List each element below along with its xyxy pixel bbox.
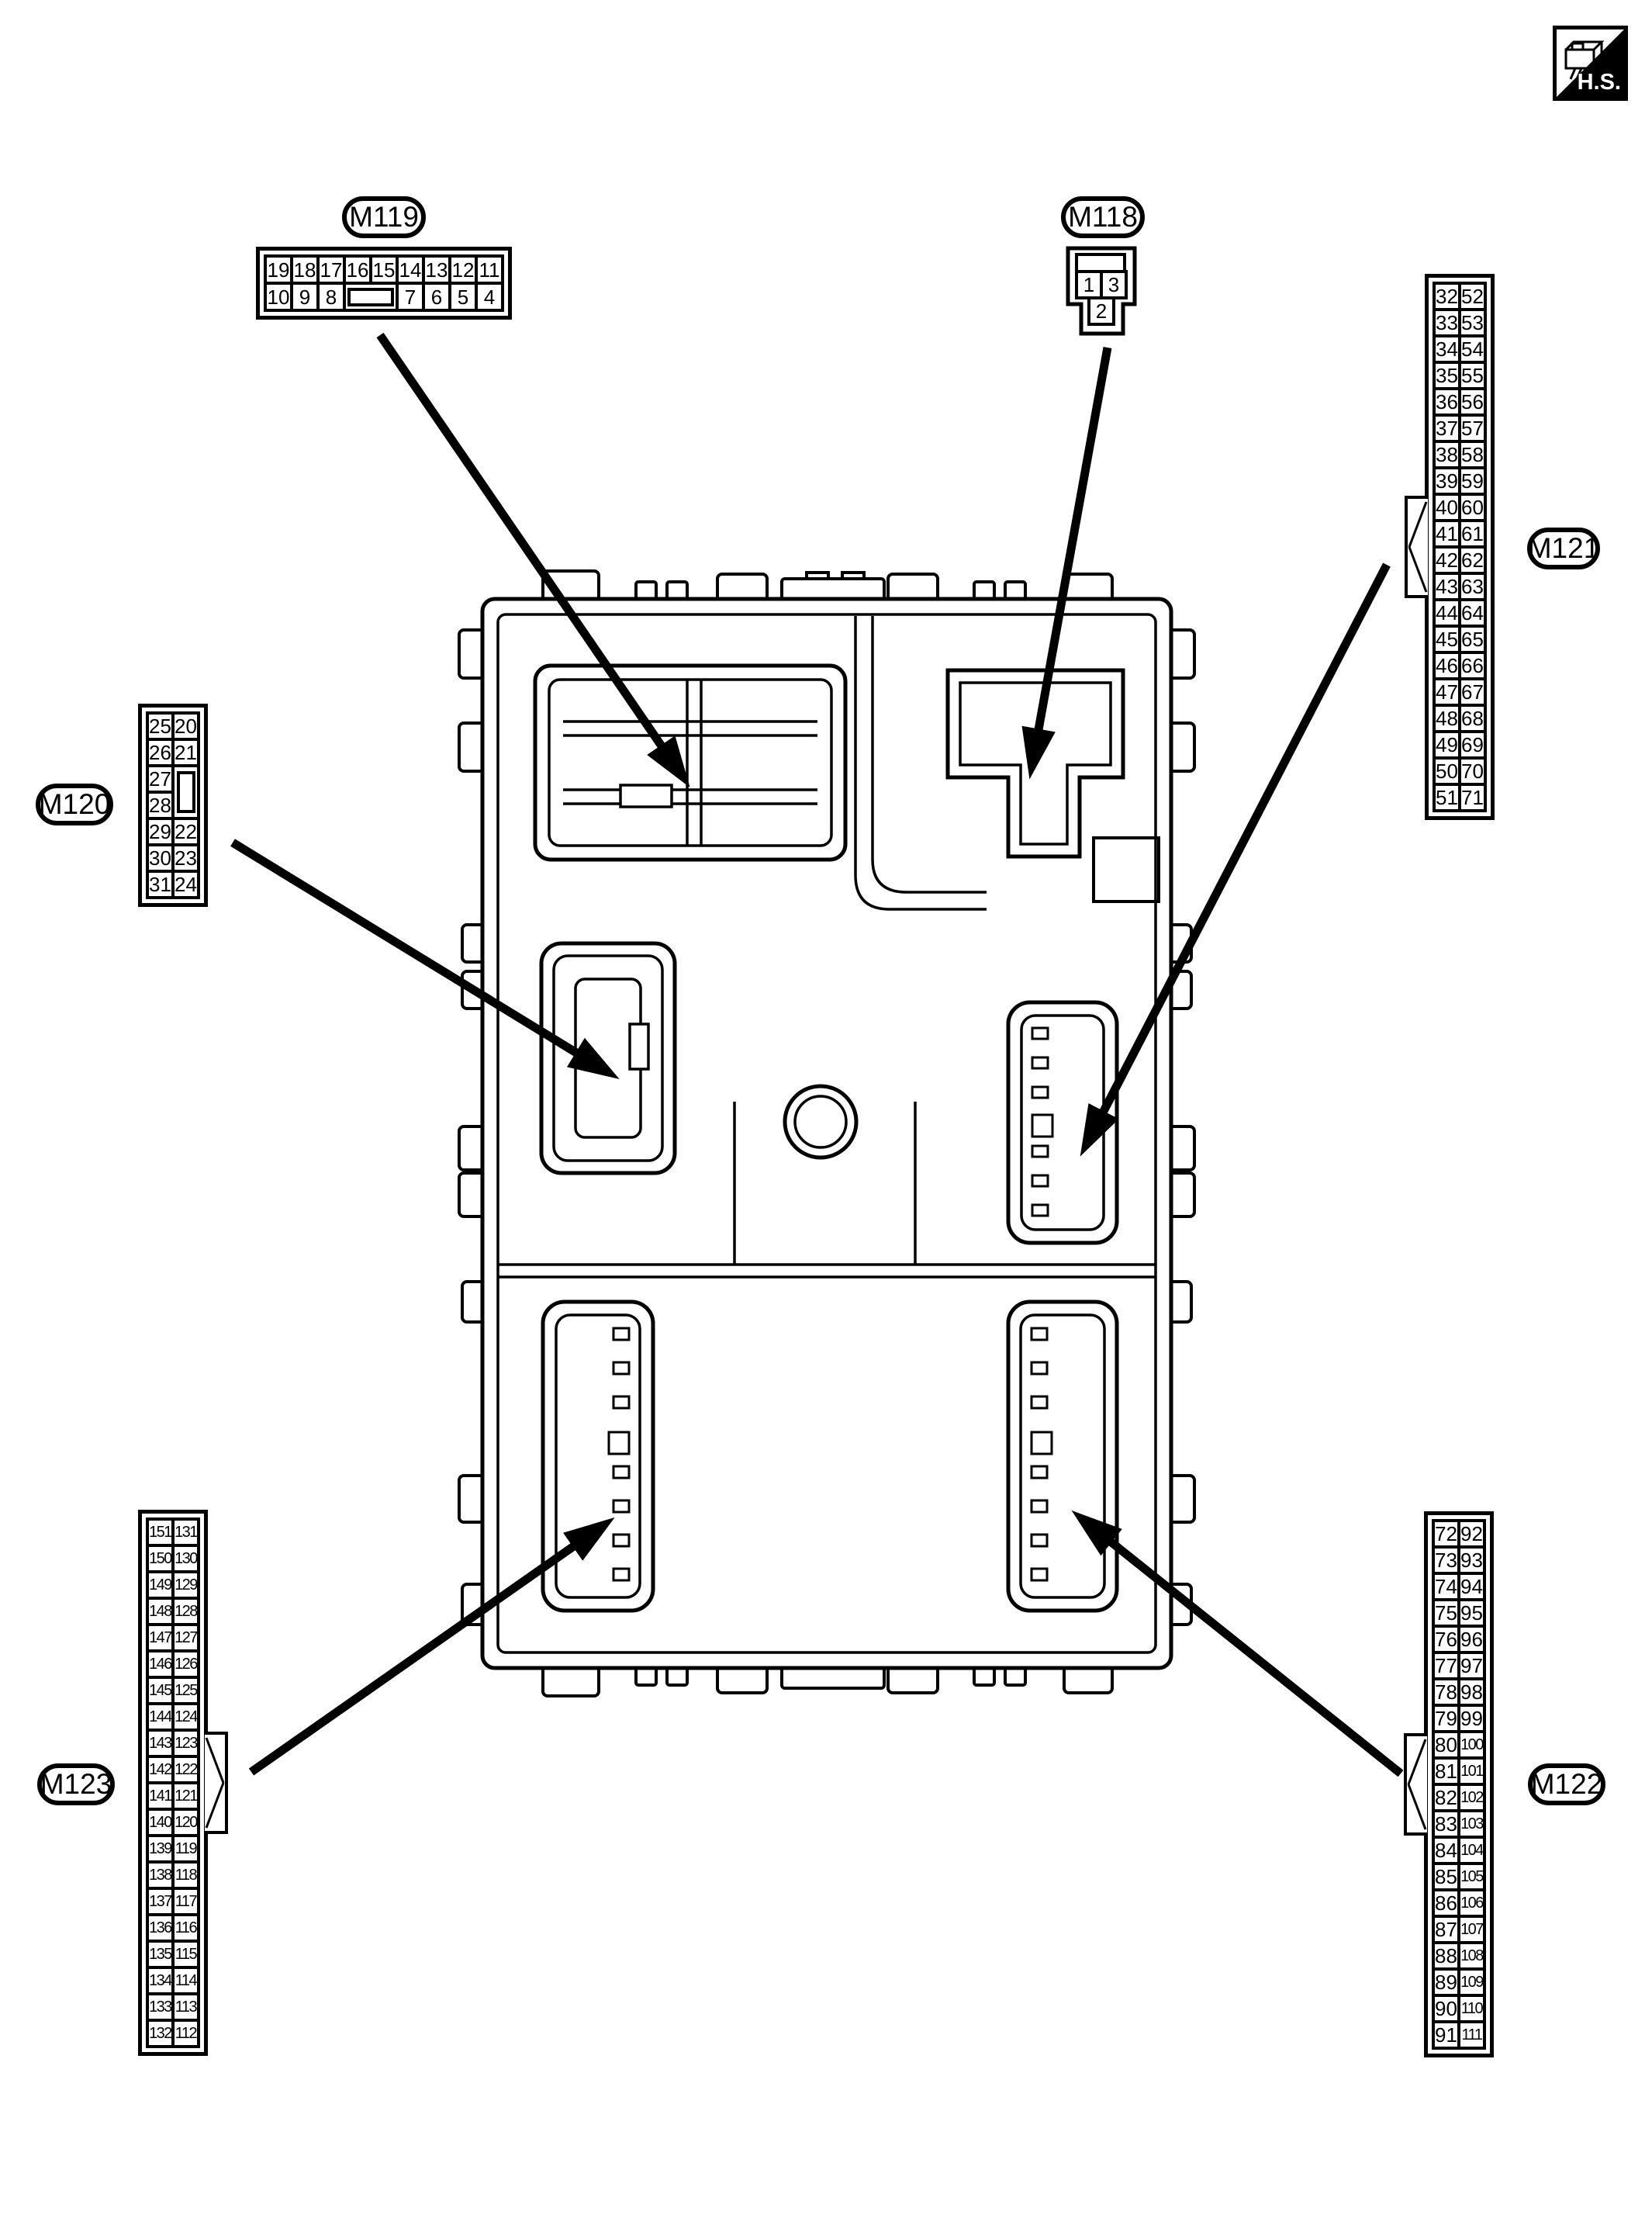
pin-cell: 98 [1460, 1680, 1483, 1704]
blank-slot [177, 771, 195, 813]
pin-cell: 129 [175, 1573, 197, 1597]
pin-cell: 45 [1436, 628, 1458, 651]
pin-cell: 21 [175, 741, 197, 764]
pin-cell: 56 [1461, 390, 1484, 414]
pin-cell: 107 [1460, 1918, 1483, 1941]
pin-cell: 79 [1435, 1707, 1457, 1730]
pin-cell: 95 [1460, 1601, 1483, 1625]
pin-cell: 73 [1435, 1549, 1457, 1572]
pin-cell: 74 [1435, 1575, 1457, 1598]
pin-cell: 12 [451, 258, 475, 282]
pin-cell: 4 [478, 285, 501, 309]
pin-cell: 143 [149, 1732, 171, 1755]
pin-cell: 24 [175, 873, 197, 896]
pin-cell: 99 [1460, 1707, 1483, 1730]
pin-cell: 116 [175, 1916, 197, 1940]
pin-cell: 3 [1100, 270, 1128, 299]
pin-cell: 60 [1461, 496, 1484, 519]
module-outline [482, 599, 1171, 1668]
pin-cell: 66 [1461, 654, 1484, 677]
pin-cell: 146 [149, 1652, 171, 1676]
label-m120: M120 [36, 784, 113, 825]
pin-cell: 25 [149, 715, 171, 738]
pin-cell: 52 [1461, 285, 1484, 308]
pin-cell: 38 [1436, 443, 1458, 466]
blank-slot [347, 288, 394, 306]
pin-cell: 57 [1461, 417, 1484, 440]
pin-cell: 14 [399, 258, 422, 282]
pin-cell: 102 [1460, 1786, 1483, 1809]
pin-cell: 50 [1436, 760, 1458, 783]
pin-cell: 42 [1436, 549, 1458, 572]
pin-cell: 7 [399, 285, 422, 309]
pin-cell: 150 [149, 1547, 171, 1570]
pin-cell: 49 [1436, 733, 1458, 756]
pin-cell: 93 [1460, 1549, 1483, 1572]
pin-cell: 127 [175, 1626, 197, 1649]
pin-cell: 43 [1436, 575, 1458, 598]
pin-cell: 69 [1461, 733, 1484, 756]
pin-table-m120 [138, 704, 208, 907]
pin-cell: 97 [1460, 1654, 1483, 1677]
pin-cell: 15 [372, 258, 396, 282]
pin-cell: 36 [1436, 390, 1458, 414]
pin-cell: 29 [149, 820, 171, 843]
pin-cell: 133 [149, 1995, 171, 2019]
pin-cell: 89 [1435, 1971, 1457, 1994]
pin-cell: 58 [1461, 443, 1484, 466]
pin-cell: 126 [175, 1652, 197, 1676]
pin-cell: 83 [1435, 1812, 1457, 1836]
pin-cell: 84 [1435, 1839, 1457, 1862]
pin-cell: 81 [1435, 1760, 1457, 1783]
pin-cell: 87 [1435, 1918, 1457, 1941]
pin-cell: 92 [1460, 1522, 1483, 1545]
pin-cell: 67 [1461, 680, 1484, 704]
pin-cell: 114 [175, 1969, 197, 1992]
hs-label: H.S. [1577, 70, 1621, 95]
pin-cell: 77 [1435, 1654, 1457, 1677]
label-m123: M123 [37, 1763, 115, 1805]
pin-cell: 55 [1461, 364, 1484, 387]
pin-cell: 101 [1460, 1760, 1483, 1783]
pin-cell: 32 [1436, 285, 1458, 308]
pin-cell: 76 [1435, 1628, 1457, 1651]
pin-cell: 8 [320, 285, 343, 309]
pin-cell: 13 [425, 258, 448, 282]
pin-cell: 148 [149, 1600, 171, 1623]
pin-cell: 27 [149, 767, 171, 791]
pin-cell: 136 [149, 1916, 171, 1940]
pin-cell: 135 [149, 1943, 171, 1966]
pin-cell: 86 [1435, 1891, 1457, 1915]
pin-cell: 131 [175, 1521, 197, 1544]
pin-cell: 72 [1435, 1522, 1457, 1545]
pin-cell: 64 [1461, 601, 1484, 625]
pin-cell: 106 [1460, 1891, 1483, 1915]
pin-cell: 100 [1460, 1733, 1483, 1756]
pin-cell: 61 [1461, 522, 1484, 545]
pin-cell: 96 [1460, 1628, 1483, 1651]
hs-badge [1553, 26, 1628, 101]
pin-cell: 119 [175, 1837, 197, 1860]
pin-cell: 46 [1436, 654, 1458, 677]
pin-cell: 109 [1460, 1971, 1483, 1994]
pin-cell: 54 [1461, 337, 1484, 361]
pin-cell: 90 [1435, 1997, 1457, 2020]
pin-cell: 130 [175, 1547, 197, 1570]
label-m121: M121 [1527, 528, 1600, 569]
pin-cell: 41 [1436, 522, 1458, 545]
label-m118: M118 [1061, 196, 1145, 238]
pin-cell: 151 [149, 1521, 171, 1544]
m123-key-tab [205, 1732, 228, 1834]
pin-cell: 31 [149, 873, 171, 896]
pin-cell: 9 [293, 285, 316, 309]
pin-cell: 137 [149, 1890, 171, 1913]
pin-cell: 37 [1436, 417, 1458, 440]
pin-cell: 48 [1436, 707, 1458, 730]
pin-cell: 139 [149, 1837, 171, 1860]
pin-cell: 105 [1460, 1865, 1483, 1888]
pin-cell: 19 [267, 258, 290, 282]
pin-cell: 112 [175, 2022, 197, 2045]
pin-cell: 85 [1435, 1865, 1457, 1888]
pin-cell: 71 [1461, 786, 1484, 809]
pin-cell: 103 [1460, 1812, 1483, 1836]
pin-cell: 40 [1436, 496, 1458, 519]
pin-cell: 26 [149, 741, 171, 764]
pin-cell: 124 [175, 1705, 197, 1729]
pin-cell: 94 [1460, 1575, 1483, 1598]
pin-cell: 1 [1075, 270, 1103, 299]
pin-cell: 147 [149, 1626, 171, 1649]
label-m119: M119 [342, 196, 426, 238]
pin-cell: 11 [479, 258, 500, 282]
m121-key-tab [1405, 496, 1428, 598]
pin-cell: 138 [149, 1864, 171, 1887]
pin-cell: 2 [1087, 296, 1115, 326]
pin-cell: 91 [1435, 2023, 1457, 2047]
pin-cell: 59 [1461, 469, 1484, 493]
pin-cell: 141 [149, 1784, 171, 1808]
pin-cell: 5 [451, 285, 475, 309]
label-m122: M122 [1528, 1763, 1605, 1805]
pin-cell: 16 [346, 258, 369, 282]
pin-cell: 122 [175, 1758, 197, 1781]
pin-table-m123 [138, 1510, 208, 2056]
pin-cell: 111 [1460, 2023, 1483, 2047]
pin-cell: 62 [1461, 549, 1484, 572]
pin-cell: 20 [175, 715, 197, 738]
pin-table-m121 [1425, 274, 1495, 820]
pin-cell: 118 [175, 1864, 197, 1887]
pin-cell: 10 [267, 285, 290, 309]
pin-cell: 104 [1460, 1839, 1483, 1862]
pin-cell: 51 [1436, 786, 1458, 809]
pin-cell: 75 [1435, 1601, 1457, 1625]
blank-slot-cell [175, 767, 197, 817]
pin-cell: 145 [149, 1679, 171, 1702]
pin-cell: 123 [175, 1732, 197, 1755]
pin-cell: 6 [425, 285, 448, 309]
pin-cell: 35 [1436, 364, 1458, 387]
pin-cell: 39 [1436, 469, 1458, 493]
pin-cell: 65 [1461, 628, 1484, 651]
pin-cell: 140 [149, 1811, 171, 1834]
blank-slot-cell [346, 285, 396, 309]
pin-cell: 115 [175, 1943, 197, 1966]
pin-cell: 128 [175, 1600, 197, 1623]
pin-cell: 117 [175, 1890, 197, 1913]
pin-cell: 30 [149, 846, 171, 870]
pin-cell: 70 [1461, 760, 1484, 783]
pin-cell: 44 [1436, 601, 1458, 625]
pin-cell: 121 [175, 1784, 197, 1808]
pin-cell: 78 [1435, 1680, 1457, 1704]
pin-cell: 120 [175, 1811, 197, 1834]
pin-cell: 17 [320, 258, 343, 282]
pin-cell: 134 [149, 1969, 171, 1992]
pin-cell: 110 [1460, 1997, 1483, 2020]
pin-cell: 63 [1461, 575, 1484, 598]
pin-cell: 53 [1461, 311, 1484, 334]
pin-cell: 18 [293, 258, 316, 282]
pin-cell: 149 [149, 1573, 171, 1597]
pin-cell: 108 [1460, 1944, 1483, 1967]
pin-cell: 125 [175, 1679, 197, 1702]
pin-cell: 144 [149, 1705, 171, 1729]
pin-cell: 132 [149, 2022, 171, 2045]
pin-cell: 33 [1436, 311, 1458, 334]
pin-cell: 80 [1435, 1733, 1457, 1756]
pin-cell: 113 [175, 1995, 197, 2019]
pin-cell: 23 [175, 846, 197, 870]
pin-cell: 82 [1435, 1786, 1457, 1809]
pin-cell: 34 [1436, 337, 1458, 361]
pin-cell: 28 [149, 794, 171, 817]
pin-table-m122 [1424, 1511, 1494, 2057]
m122-key-tab [1404, 1733, 1427, 1836]
pin-cell: 47 [1436, 680, 1458, 704]
pin-cell: 68 [1461, 707, 1484, 730]
pin-cell: 88 [1435, 1944, 1457, 1967]
pin-cell: 22 [175, 820, 197, 843]
pin-cell: 142 [149, 1758, 171, 1781]
pin-table-m119 [256, 247, 512, 320]
